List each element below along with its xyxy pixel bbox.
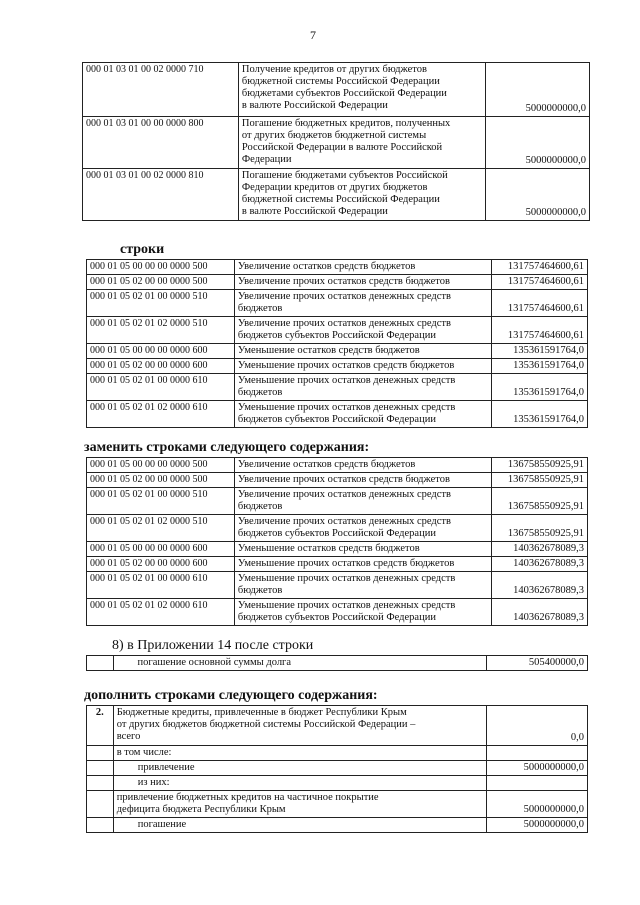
row-description: Погашение бюджетных кредитов, полученных от других бюджетов бюджетной системы Российской Федерации в валюте Российской Федерации (238, 117, 485, 169)
row-description: Уменьшение прочих остатков денежных средств бюджетов (234, 572, 491, 599)
row-code: 000 01 05 02 01 02 0000 510 (87, 515, 235, 542)
row-amount: 140362678089,3 (492, 542, 588, 557)
row-amount: 5000000000,0 (486, 169, 590, 221)
row-description: погашение (113, 818, 486, 833)
row-description: Уменьшение остатков средств бюджетов (234, 344, 491, 359)
table-row (87, 791, 588, 818)
row-description: Увеличение прочих остатков средств бюджетов (234, 275, 491, 290)
row-description: в том числе: (113, 746, 486, 761)
row-amount: 140362678089,3 (492, 557, 588, 572)
row-code: 000 01 05 02 01 02 0000 510 (87, 317, 235, 344)
row-code: 000 01 05 00 00 00 0000 500 (87, 260, 235, 275)
row-description: Бюджетные кредиты, привлеченные в бюджет Республики Крым от других бюджетов бюджетной системы Российской Федерации – всего (113, 706, 486, 746)
row-code: 000 01 03 01 00 02 0000 710 (83, 63, 239, 117)
table-row (87, 599, 588, 626)
table-row (87, 656, 588, 671)
row-code: 000 01 03 01 00 00 0000 800 (83, 117, 239, 169)
row-code: 000 01 05 02 00 00 0000 600 (87, 557, 235, 572)
row-code: 000 01 03 01 00 02 0000 810 (83, 169, 239, 221)
row-amount: 136758550925,91 (492, 488, 588, 515)
row-code: 000 01 05 02 00 00 0000 500 (87, 275, 235, 290)
table-row (87, 344, 588, 359)
table-row (83, 117, 590, 169)
row-number (87, 776, 114, 791)
row-description: привлечение (113, 761, 486, 776)
table-row (87, 557, 588, 572)
row-description: Увеличение прочих остатков денежных средств бюджетов (234, 488, 491, 515)
heading-zamenit: заменить строками следующего содержания: (84, 440, 370, 455)
row-amount: 5000000000,0 (486, 761, 587, 776)
table-credits-710-810 (82, 62, 590, 221)
row-amount: 136758550925,91 (492, 458, 588, 473)
table-row (83, 63, 590, 117)
row-code: 000 01 05 00 00 00 0000 600 (87, 542, 235, 557)
table-row (87, 359, 588, 374)
row-amount: 505400000,0 (486, 656, 587, 671)
table-row (87, 317, 588, 344)
row-description: Уменьшение прочих остатков денежных средств бюджетов субъектов Российской Федерации (234, 401, 491, 428)
row-number (87, 746, 114, 761)
row-code: 000 01 05 02 01 02 0000 610 (87, 401, 235, 428)
row-code: 000 01 05 02 00 00 0000 500 (87, 473, 235, 488)
row-description: Уменьшение прочих остатков денежных средств бюджетов субъектов Российской Федерации (234, 599, 491, 626)
row-amount: 131757464600,61 (492, 275, 588, 290)
table-row (87, 473, 588, 488)
row-description: Увеличение остатков средств бюджетов (234, 458, 491, 473)
table-row (87, 542, 588, 557)
row-number: 2. (87, 706, 114, 746)
row-amount: 5000000000,0 (486, 791, 587, 818)
table-row (87, 260, 588, 275)
row-code: 000 01 05 00 00 00 0000 600 (87, 344, 235, 359)
row-number (87, 818, 114, 833)
row-amount: 135361591764,0 (492, 401, 588, 428)
row-code: 000 01 05 02 01 00 0000 610 (87, 374, 235, 401)
row-number (87, 656, 114, 671)
row-code: 000 01 05 02 00 00 0000 600 (87, 359, 235, 374)
row-amount: 140362678089,3 (492, 599, 588, 626)
table-row (87, 488, 588, 515)
row-amount: 135361591764,0 (492, 344, 588, 359)
row-description: из них: (113, 776, 486, 791)
table-row (87, 374, 588, 401)
row-amount (486, 776, 587, 791)
table-balances-old (86, 259, 588, 428)
table-row (87, 572, 588, 599)
row-code: 000 01 05 02 01 00 0000 510 (87, 488, 235, 515)
row-amount: 131757464600,61 (492, 290, 588, 317)
row-amount: 5000000000,0 (486, 117, 590, 169)
row-description: Увеличение остатков средств бюджетов (234, 260, 491, 275)
row-description: Уменьшение прочих остатков средств бюджетов (234, 359, 491, 374)
row-description: Уменьшение остатков средств бюджетов (234, 542, 491, 557)
row-description: Увеличение прочих остатков средств бюджетов (234, 473, 491, 488)
row-code: 000 01 05 02 01 00 0000 510 (87, 290, 235, 317)
row-amount: 0,0 (486, 706, 587, 746)
row-number (87, 761, 114, 776)
heading-stroki: строки (120, 242, 165, 257)
row-description: погашение основной суммы долга (113, 656, 486, 671)
table-row (87, 761, 588, 776)
table-row (87, 706, 588, 746)
table-budget-credits (86, 705, 588, 833)
table-appendix14-row (86, 655, 588, 671)
heading-dopolnit: дополнить строками следующего содержания: (84, 688, 378, 703)
heading-prilozhenie: 8) в Приложении 14 после строки (112, 638, 314, 653)
row-amount: 140362678089,3 (492, 572, 588, 599)
row-description: привлечение бюджетных кредитов на частичное покрытие дефицита бюджета Республики Крым (113, 791, 486, 818)
row-amount (486, 746, 587, 761)
table-row (87, 776, 588, 791)
row-amount: 135361591764,0 (492, 374, 588, 401)
row-code: 000 01 05 02 01 00 0000 610 (87, 572, 235, 599)
row-amount: 135361591764,0 (492, 359, 588, 374)
table-row (87, 818, 588, 833)
row-number (87, 791, 114, 818)
row-code: 000 01 05 00 00 00 0000 500 (87, 458, 235, 473)
row-amount: 136758550925,91 (492, 473, 588, 488)
table-row (87, 275, 588, 290)
row-amount: 136758550925,91 (492, 515, 588, 542)
row-description: Увеличение прочих остатков денежных средств бюджетов (234, 290, 491, 317)
table-row (87, 290, 588, 317)
table-balances-new (86, 457, 588, 626)
row-amount: 5000000000,0 (486, 63, 590, 117)
row-description: Уменьшение прочих остатков денежных средств бюджетов (234, 374, 491, 401)
table-row (87, 746, 588, 761)
row-description: Увеличение прочих остатков денежных средств бюджетов субъектов Российской Федерации (234, 317, 491, 344)
table-row (87, 458, 588, 473)
row-amount: 5000000000,0 (486, 818, 587, 833)
row-description: Погашение бюджетами субъектов Российской Федерации кредитов от других бюджетов бюджетной системы Российской Федерации в валюте Российской Федерации (238, 169, 485, 221)
row-code: 000 01 05 02 01 02 0000 610 (87, 599, 235, 626)
table-row (87, 515, 588, 542)
row-description: Получение кредитов от других бюджетов бюджетной системы Российской Федерации бюджетами субъектов Российской Федерации в валюте Российской Федерации (238, 63, 485, 117)
row-amount: 131757464600,61 (492, 317, 588, 344)
row-description: Увеличение прочих остатков денежных средств бюджетов субъектов Российской Федерации (234, 515, 491, 542)
row-description: Уменьшение прочих остатков средств бюджетов (234, 557, 491, 572)
page-number: 7 (310, 28, 316, 42)
table-row (83, 169, 590, 221)
table-row (87, 401, 588, 428)
row-amount: 131757464600,61 (492, 260, 588, 275)
